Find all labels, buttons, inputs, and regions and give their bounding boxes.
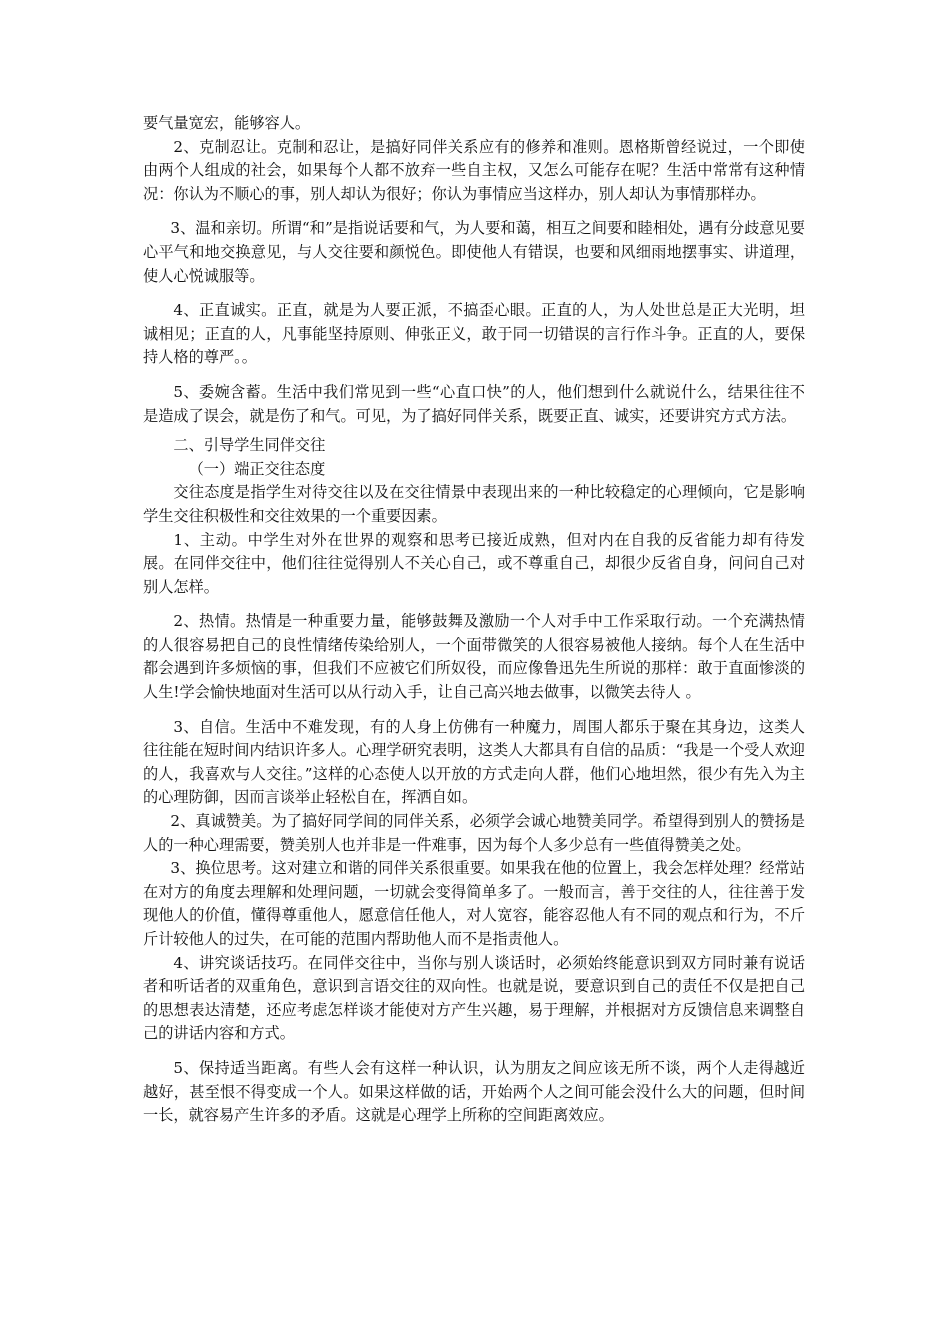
paragraph-gentle: 3、温和亲切。所谓“和”是指说话要和气，为人要和蔼，相互之间要和睦相处，遇有分歧意见要心平气和地交换意见，与人交往要和颜悦色。即使他人有错误，也要和风细雨地摆事实、讲道理，使人心悦诚服等。 xyxy=(143,219,805,285)
paragraph-restraint: 2、克制忍让。克制和忍让，是搞好同伴关系应有的修养和准则。恩格斯曾经说过，一个即使由两个人组成的社会，如果每个人都不放弃一些自主权，又怎么可能存在呢？生活中常常有这种情况：你认为不顺心的事，别人却认为很好；你认为事情应当这样办，别人却认为事情那样办。 xyxy=(143,137,805,203)
paragraph-distance: 5、保持适当距离。有些人会有这样一种认识，认为朋友之间应该无所不谈，两个人走得越近越好，甚至恨不得变成一个人。如果这样做的话，开始两个人之间可能会没什么大的问题，但时间一长，就容易产生许多的矛盾。这就是心理学上所称的空间距离效应。 xyxy=(143,1058,805,1125)
paragraph-attitude: 交往态度是指学生对待交往以及在交往情景中表现出来的一种比较稳定的心理倾向，它是影响学生交往积极性和交往效果的一个重要因素。 xyxy=(143,483,805,525)
section-heading: 二、引导学生同伴交往 xyxy=(173,436,326,455)
subsection-heading: （一）端正交往态度 xyxy=(188,459,326,478)
paragraph-honest: 4、正直诚实。正直，就是为人要正派，不搞歪心眼。正直的人，为人处世总是正大光明，坦诚相见；正直的人，凡事能坚持原则、伸张正义，敢于同一切错误的言行作斗争。正直的人，要保持人格的尊严。。 xyxy=(143,301,805,367)
document-page xyxy=(143,112,805,1128)
paragraph-enthusiasm: 2、热情。热情是一种重要力量，能够鼓舞及激励一个人对手中工作采取行动。一个充满热情的人很容易把自己的良性情绪传染给别人，一个面带微笑的人很容易被他人接纳。每个人在生活中都会遇到许多烦恼的事，但我们不应被它们所奴役，而应像鲁迅先生所说的那样：敢于直面惨淡的人生!学会愉快地面对生活可以从行动入手，让自己高兴地去做事，以微笑去待人 。 xyxy=(143,612,805,702)
paragraph-praise: 2、真诚赞美。为了搞好同学间的同伴关系，必须学会诚心地赞美同学。希望得到别人的赞扬是人的一种心理需要，赞美别人也并非是一件难事，因为每个人多少总有一些值得赞美之处。 xyxy=(143,812,805,854)
paragraph-initiative: 1、主动。中学生对外在世界的观察和思考已接近成熟，但对内在自我的反省能力却有待发展。在同伴交往中，他们往往觉得别人不关心自己，或不尊重自己，却很少反省自身，问问自己对别人怎样。 xyxy=(143,530,805,596)
paragraph-conversation: 4、讲究谈话技巧。在同伴交往中，当你与别人谈话时，必须始终能意识到双方同时兼有说话者和听话者的双重角色，意识到言语交往的双向性。也就是说，要意识到自己的责任不仅是把自己的思想表达清楚，还应考虑怎样谈才能使对方产生兴趣，易于理解，并根据对方反馈信息来调整自己的讲话内容和方式。 xyxy=(143,953,805,1043)
paragraph-empathy: 3、换位思考。这对建立和谐的同伴关系很重要。如果我在他的位置上，我会怎样处理？经常站在对方的角度去理解和处理问题，一切就会变得简单多了。一般而言，善于交往的人，往往善于发现他人的价值，懂得尊重他人，愿意信任他人，对人宽容，能容忍他人有不同的观点和行为，不斤斤计较他人的过失，在可能的范围内帮助他人而不是指责他人。 xyxy=(143,859,805,948)
paragraph-continuation: 要气量宽宏，能够容人。 xyxy=(143,114,311,132)
paragraph-confidence: 3、自信。生活中不难发现，有的人身上仿佛有一种魔力，周围人都乐于聚在其身边，这类人往往能在短时间内结识许多人。心理学研究表明，这类人大都具有自信的品质：“我是一个受人欢迎的人，我喜欢与人交往。”这样的心态使人以开放的方式走向人群，他们心地坦然，很少有先入为主的心理防御，因而言谈举止轻松自在，挥洒自如。 xyxy=(143,717,805,807)
paragraph-tactful: 5、委婉含蓄。生活中我们常见到一些“心直口快”的人，他们想到什么就说什么，结果往往不是造成了误会，就是伤了和气。可见，为了搞好同伴关系，既要正直、诚实，还要讲究方式方法。 xyxy=(143,382,805,425)
